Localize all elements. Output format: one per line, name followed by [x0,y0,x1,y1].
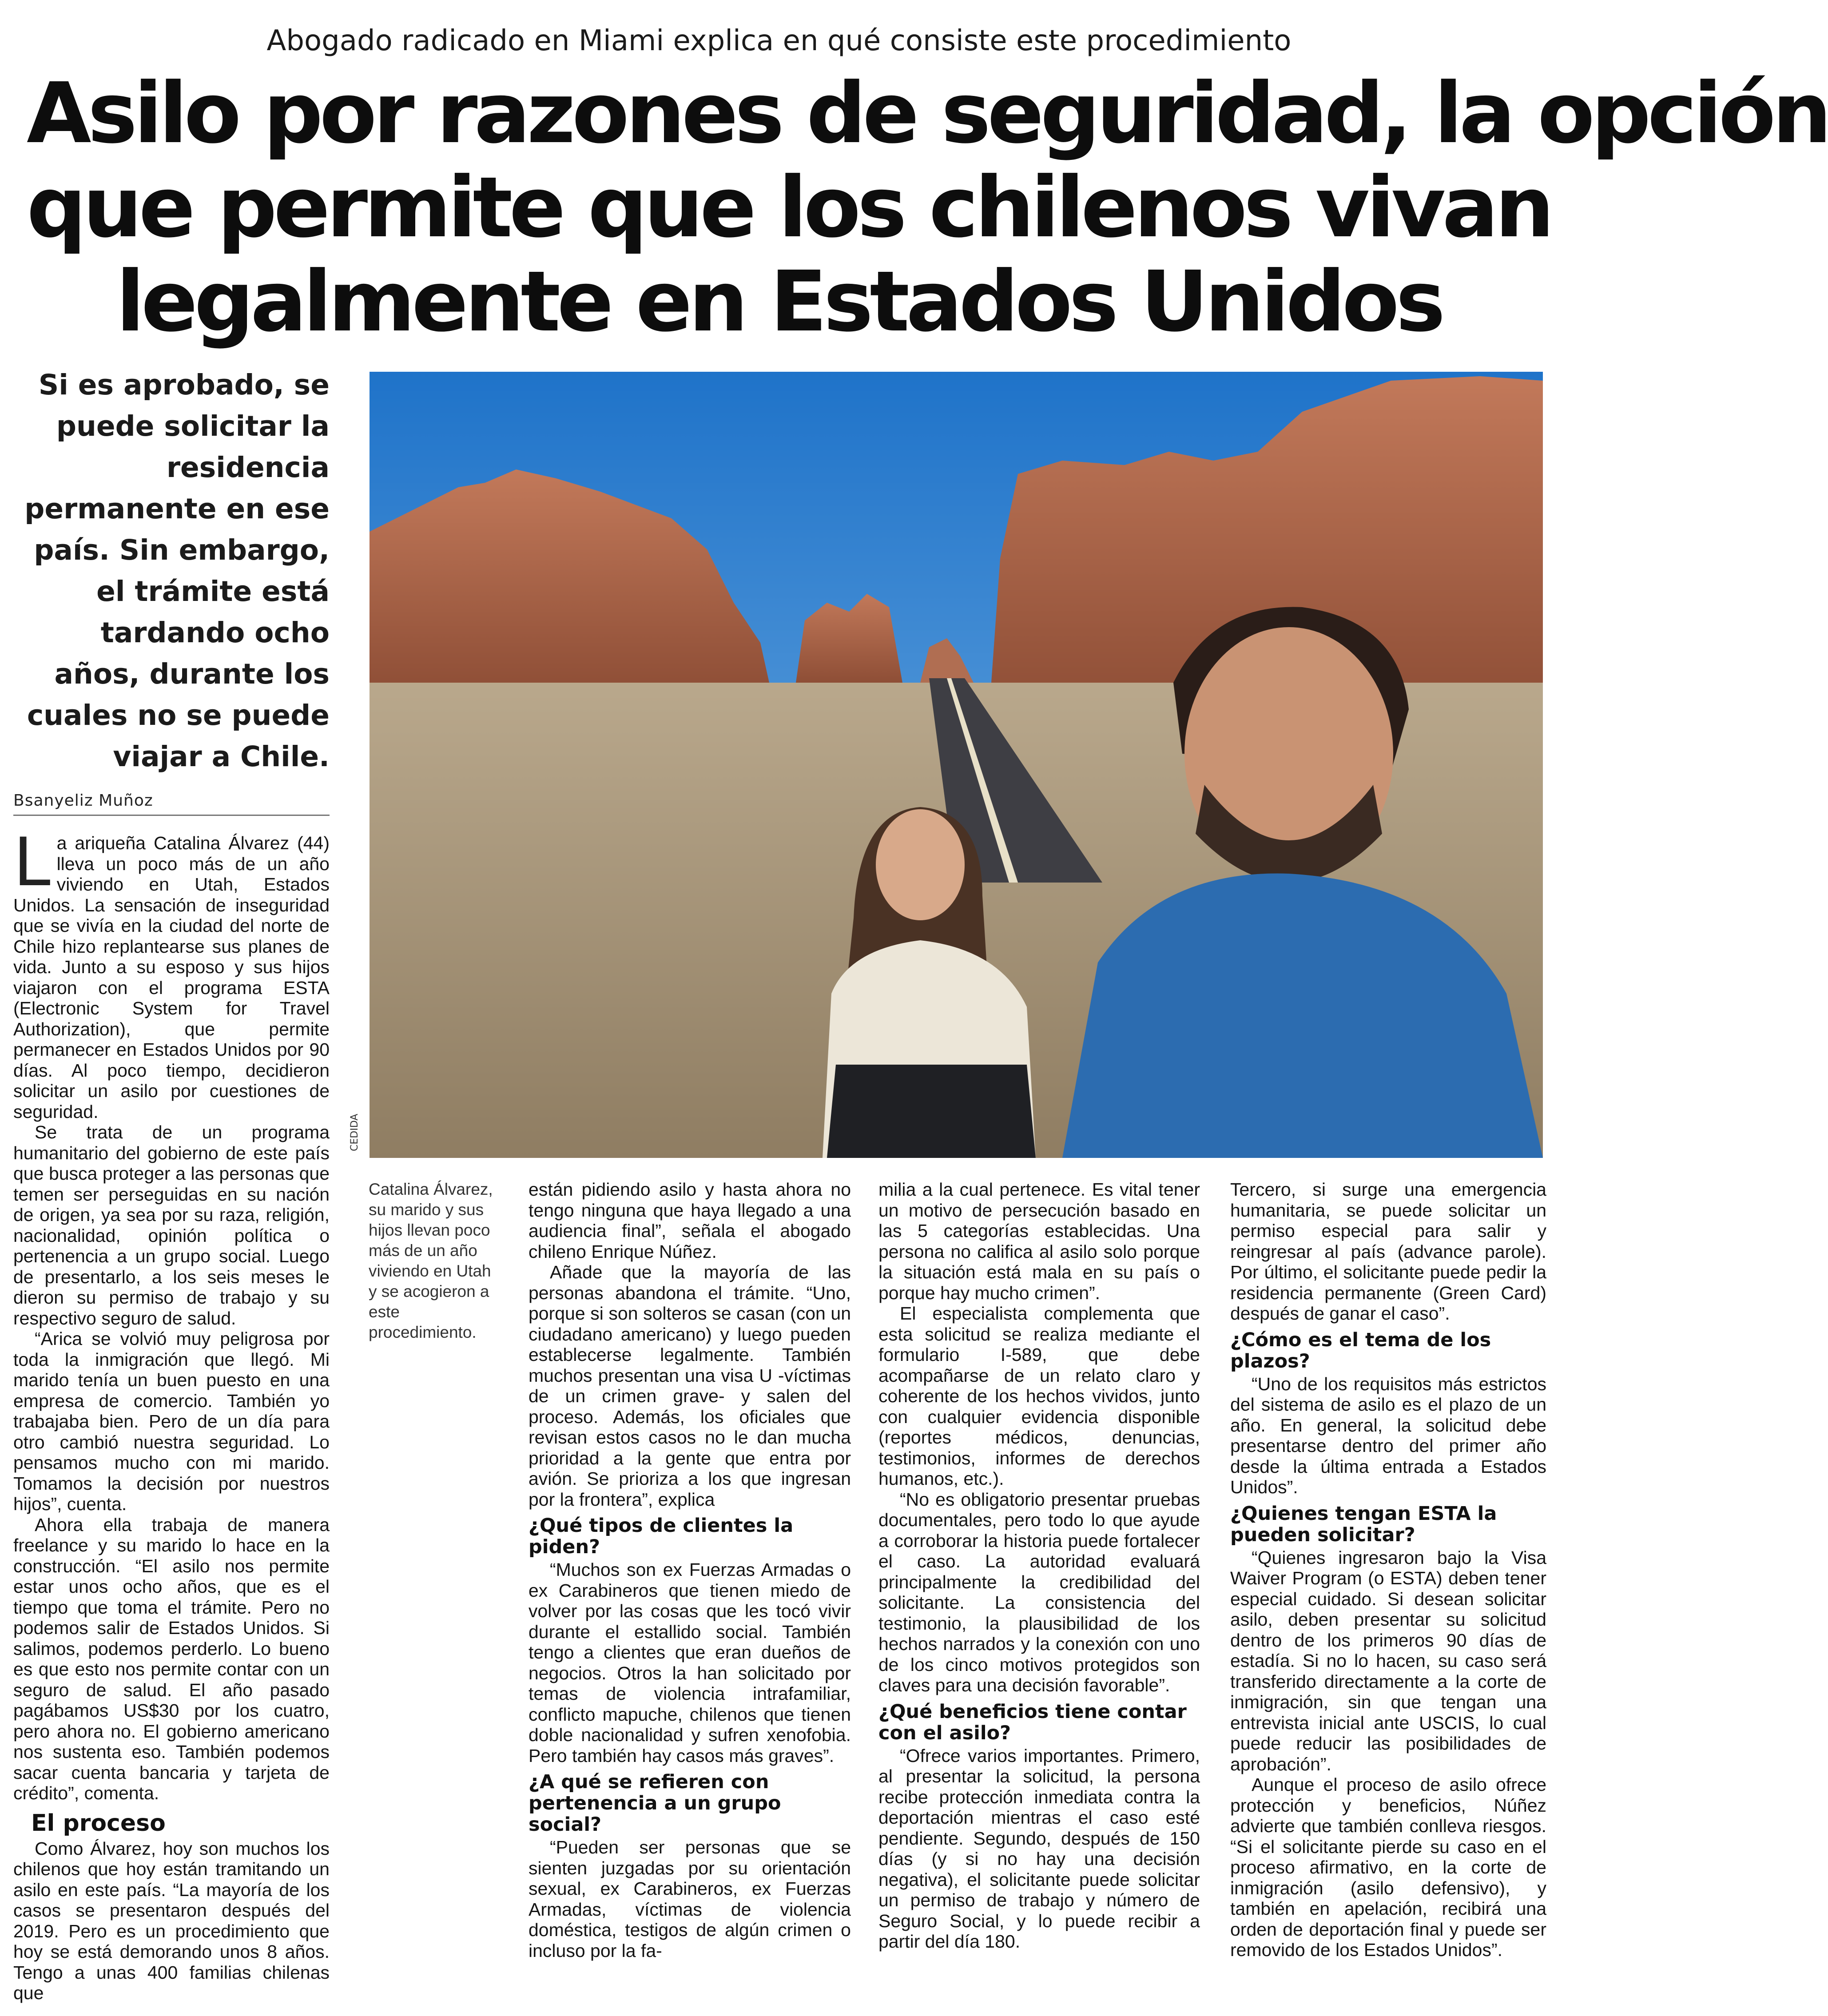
kicker: Abogado radicado en Miami explica en qué consiste este procedimiento [266,24,1292,57]
headline-line-2: que permite que los chilenos vivan [27,159,1551,256]
paragraph: Ahora ella trabaja de manera freelance y su marido lo hace en la construcción. “El asilo nos permite estar unos ocho años, que es el tiempo que toma el trámite. Pero no podemos salir de Estados Unidos. Si salimos, podemos perderlo. Lo bueno es que esto nos permite contar con un seguro de salud. El año pasado pagábamos US$30 por los cuatro, pero ahora no. El gobierno americano nos sustenta eso. También podemos sacar cuenta bancaria y tarjeta de crédito”, comenta. [13,1514,330,1803]
question-heading: ¿A qué se refieren con pertenencia a un grupo social? [529,1771,781,1836]
article-column-1 [13,824,330,2003]
deck: Si es aprobado, se puede solicitar la residencia permanente en ese país. Sin embargo, el trámite está tardando ocho años, durante los cuales no se puede viajar a Chile. [24,369,330,773]
paragraph: La ariqueña Catalina Álvarez (44) lleva un poco más de un año viviendo en Utah, Estados Unidos. La sensación de inseguridad que se vivía en la ciudad del norte de Chile hizo replantearse sus planes de vida. Junto a su esposo y sus hijos viajaron con el programa ESTA (Electronic System for Travel Authorization), que permite permanecer en Estados Unidos por 90 días. Al poco tiempo, decidieron solicitar un asilo por cuestiones de seguridad. [13,824,330,1122]
paragraph: milia a la cual pertenece. Es vital tener un motivo de persecución basado en las 5 categorías establecidas. Una persona no califica al asilo solo porque la situación está mala en su país o porque hay mucho crimen”. [878,1179,1200,1303]
paragraph: Añade que la mayoría de las personas abandona el trámite. “Uno, porque si son solteros se casan (con un ciudadano americano) y luego pueden establecerse legalmente. También muchos presentan una visa U -víctimas de un crimen grave- y salen del proceso. Además, los oficiales que revisan estos casos no le dan mucha prioridad a la gente que entra por avión. Se prioriza a los que ingresan por la frontera”, explica [529,1262,851,1510]
paragraph: “Muchos son ex Fuerzas Armadas o ex Carabineros que tienen miedo de volver por las cosas que les tocó vivir durante el estallido social. También tengo a clientes que eran dueños de negocios. Otros la han solicitado por temas de violencia intrafamiliar, conflicto mapuche, chilenos que tienen doble nacionalidad y sufren xenofobia. Pero también hay casos más graves”. [529,1559,851,1766]
article-column-2 [529,1179,851,2001]
article-column-3 [878,1179,1200,2001]
section-subhead: El proceso [31,1809,166,1837]
paragraph: Aunque el proceso de asilo ofrece protección y beneficios, Núñez advierte que también conlleva riesgos. “Si el solicitante pierde su caso en el proceso afirmativo, en la corte de inmigración (asilo defensivo), y también en apelación, recibirá una orden de deportación final y puede ser removido de los Estados Unidos”. [1230,1774,1546,1960]
paragraph: Como Álvarez, hoy son muchos los chilenos que hoy están tramitando un asilo en este país. “La mayoría de los casos se presentaron después del 2019. Pero es un procedimiento que hoy se está demorando unos 8 años. Tengo a unas 400 familias chilenas que [13,1838,330,2003]
question-heading: ¿Quienes tengan ESTA la pueden solicitar? [1230,1502,1497,1546]
byline [13,791,330,816]
paragraph: “Pueden ser personas que se sienten juzgadas por su orientación sexual, ex Carabineros, ex Fuerzas Armadas, víctimas de violencia doméstica, testigos de algún crimen o incluso por la fa- [529,1837,851,1961]
question-heading: ¿Qué beneficios tiene contar con el asilo? [878,1700,1187,1744]
photo-caption: Catalina Álvarez, su marido y sus hijos llevan poco más de un año viviendo en Utah y se acogieron a este procedimiento. [369,1180,493,1341]
paragraph: Tercero, si surge una emergencia humanitaria, se puede solicitar un permiso especial para salir y reingresar al país (advance parole). Por último, el solicitante puede pedir la residencia permanente (Green Card) después de ganar el caso”. [1230,1179,1546,1324]
headline [27,65,1828,350]
question-heading: ¿Cómo es el tema de los plazos? [1230,1328,1491,1372]
woman-face [876,809,965,920]
paragraph: “Quienes ingresaron bajo la Visa Waiver Program (o ESTA) deben tener especial cuidado. Si desean solicitar asilo, deben presentar su solicitud dentro de los primeros 90 días de estadía. Si no lo hacen, su caso será transferido directamente a la corte de inmigración, sin que tengan una entrevista inicial ante USCIS, lo cual puede reducir las posibilidades de aprobación”. [1230,1547,1546,1774]
headline-line-1: Asilo por razones de seguridad, la opción [27,65,1828,162]
paragraph: “Arica se volvió muy peligrosa por toda la inmigración que llegó. Mi marido tenía un buen puesto en una empresa de comercio. También yo trabajaba bien. Pero de un día para otro cambió nuestra seguridad. Lo pensamos mucho con mi marido. Tomamos la decisión por nuestros hijos”, cuenta. [13,1328,330,1514]
question-heading: ¿Qué tipos de clientes la piden? [529,1515,794,1558]
paragraph: “Uno de los requisitos más estrictos del sistema de asilo es el plazo de un año. En general, la solicitud debe presentarse dentro del primer año desde la última entrada a Estados Unidos”. [1230,1373,1546,1497]
article-column-4 [1230,1179,1546,2001]
paragraph: El especialista complementa que esta solicitud se realiza mediante el formulario I-589, que debe acompañarse de un relato claro y coherente de los hechos vividos, junto con cualquier evidencia disponible (reportes médicos, denuncias, testimonios, informes de derechos humanos, etc.). [878,1303,1200,1489]
woman-jacket-dark [827,1065,1036,1158]
paragraph: “Ofrece varios importantes. Primero, al presentar la solicitud, la persona recibe protección inmediata contra la deportación mientras el caso esté pendiente. Segundo, después de 150 días (y si no hay una decisión negativa), el solicitante puede solicitar un permiso de trabajo y número de Seguro Social, y lo puede recibir a partir del día 180. [878,1745,1200,1952]
drop-cap: L [13,824,51,901]
paragraph: Se trata de un programa humanitario del gobierno de este país que busca proteger a las personas que temen ser perseguidas en su nación de origen, ya sea por su raza, religión, nacionalidad, opinión política o pertenencia a un grupo social. Luego de presentarlo, a los seis meses le dieron su permiso de trabajo y su respectivo seguro de salud. [13,1122,330,1328]
paragraph: están pidiendo asilo y hasta ahora no tengo ninguna que haya llegado a una audiencia final”, señala el abogado chileno Enrique Núñez. [529,1179,851,1262]
photo-illustration [370,372,1543,1158]
photo-credit: CEDIDA [349,1113,360,1152]
paragraph: “No es obligatorio presentar pruebas documentales, pero todo lo que ayude a corroborar la historia puede fortalecer el caso. La autoridad evaluará principalmente la credibilidad del solicitante. La consistencia del testimonio, la plausibilidad de los hechos narrados y la conexión con uno de los cinco motivos protegidos son claves para una decisión favorable”. [878,1489,1200,1695]
byline-author: Bsanyeliz Muñoz [13,791,153,810]
headline-line-3: legalmente en Estados Unidos [116,253,1442,350]
article-photo [370,372,1543,1158]
